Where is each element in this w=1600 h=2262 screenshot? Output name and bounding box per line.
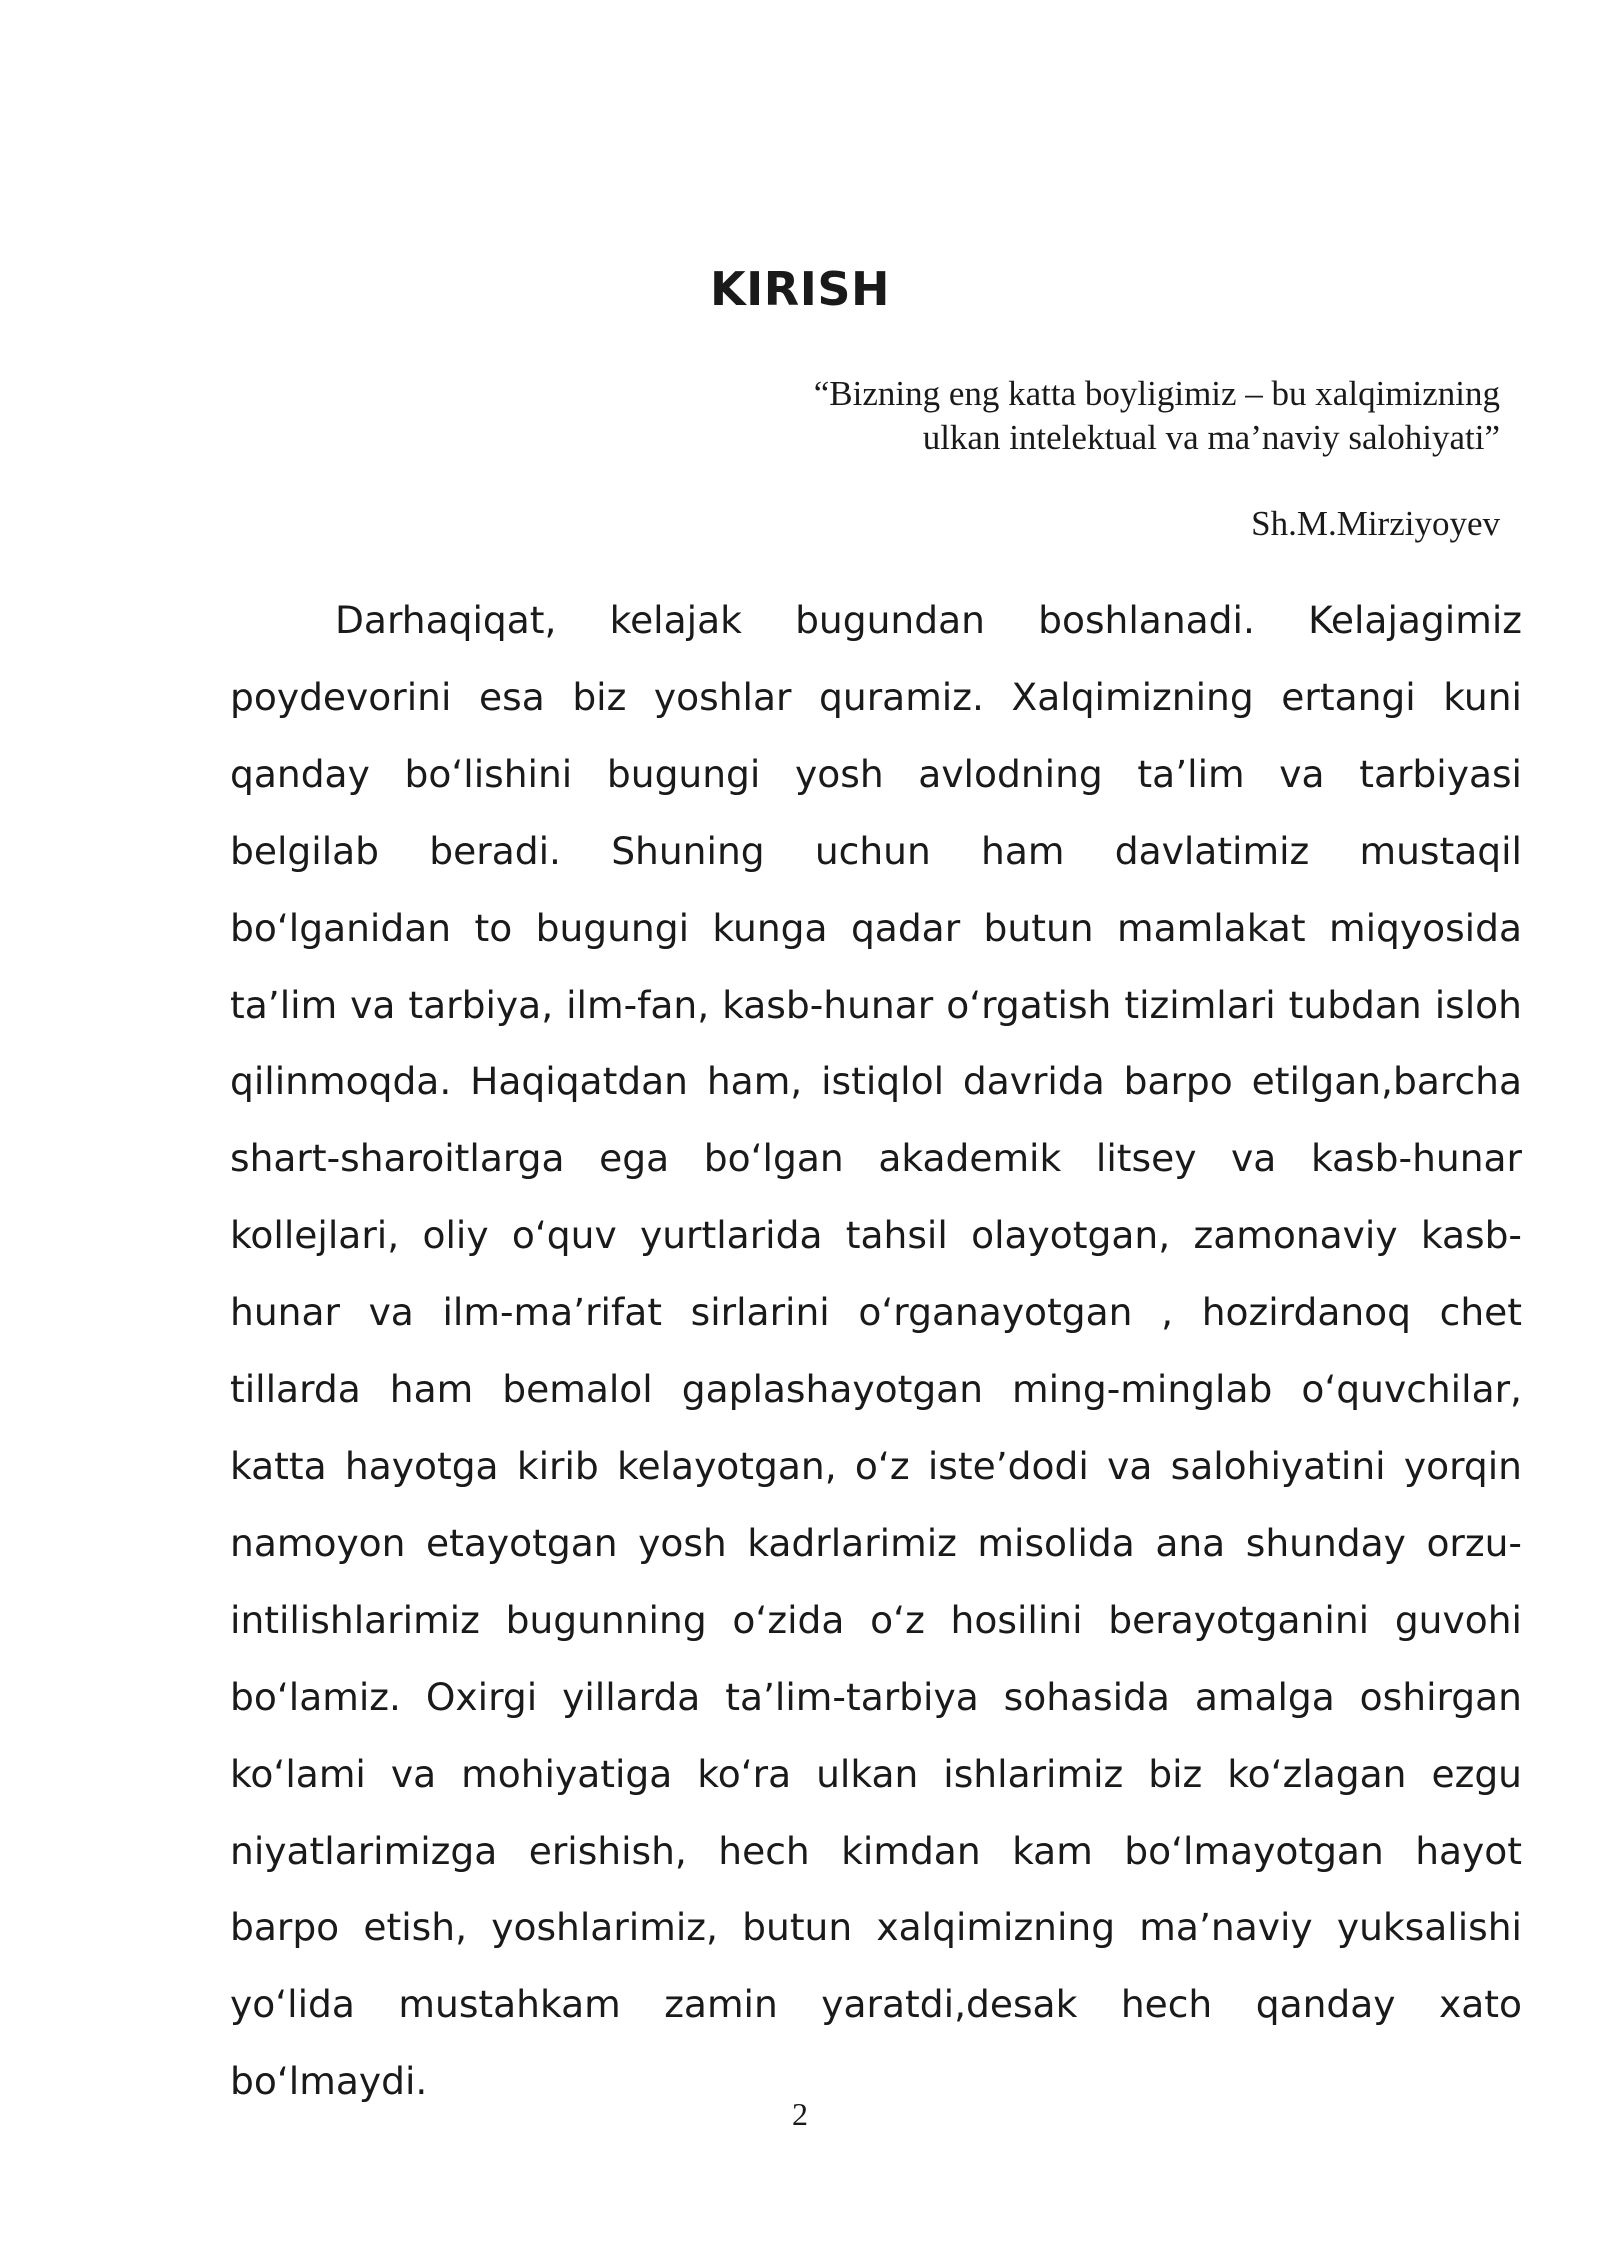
epigraph-quote bbox=[600, 372, 1500, 460]
body-paragraph: Darhaqiqat, kelajak bugundan boshlanadi. Kelajagimiz poydevorini esa biz yoshlar quramiz. Xalqimizning ertangi kuni qanday boʻlishini bugungi yosh avlodning ta’lim va tarbiyasi belgilab beradi. Shuning uchun ham davlatimiz mustaqil boʻlganidan to bugungi kunga qadar butun mamlakat miqyosida ta’lim va tarbiya, ilm-fan, kasb-hunar oʻrgatish tizimlari tubdan isloh qilinmoqda. Haqiqatdan ham, istiqlol davrida barpo etilgan,barcha shart-sharoitlarga ega boʻlgan akademik litsey va kasb-hunar kollejlari, oliy oʻquv yurtlarida tahsil olayotgan, zamonaviy kasb-hunar va ilm-ma’rifat sirlarini oʻrganayotgan , hozirdanoq chet tillarda ham bemalol gaplashayotgan ming-minglab oʻquvchilar, katta hayotga kirib kelayotgan, oʻz iste’dodi va salohiyatini yorqin namoyon etayotgan yosh kadrlarimiz misolida ana shunday orzu-intilishlarimiz bugunning oʻzida oʻz hosilini berayotganini guvohi boʻlamiz. Oxirgi yillarda ta’lim-tarbiya sohasida amalga oshirgan koʻlami va mohiyatiga koʻra ulkan ishlarimiz biz koʻzlagan ezgu niyatlarimizga erishish, hech kimdan kam boʻlmayotgan hayot barpo etish, yoshlarimiz, butun xalqimizning ma’naviy yuksalishi yoʻlida mustahkam zamin yaratdi,desak hech qanday xato boʻlmaydi. bbox=[230, 598, 1522, 2104]
page-number: 2 bbox=[792, 2096, 808, 2132]
epigraph-line-2: ulkan intelektual va ma’naviy salohiyati” bbox=[922, 418, 1500, 457]
page-title: KIRISH bbox=[710, 261, 890, 316]
epigraph-author: Sh.M.Mirziyoyev bbox=[1251, 504, 1500, 543]
epigraph-line-1: “Bizning eng katta boyligimiz – bu xalqimizning bbox=[813, 374, 1500, 413]
